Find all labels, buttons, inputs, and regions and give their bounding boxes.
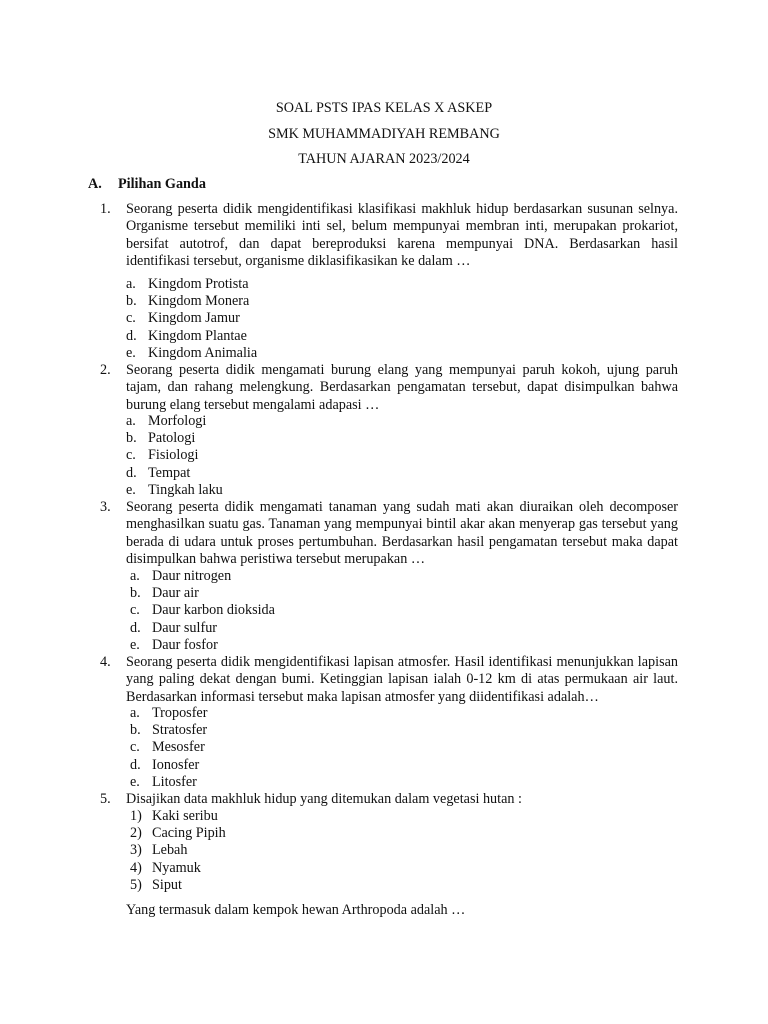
- option-letter: c.: [126, 447, 136, 464]
- option-text: Kingdom Animalia: [148, 344, 258, 361]
- item-number: 5): [130, 876, 142, 893]
- question-1: [100, 201, 678, 270]
- item-3: [130, 842, 430, 859]
- option-text: Stratosfer: [152, 722, 208, 739]
- question-4-options: [130, 705, 430, 791]
- item-2: [130, 825, 430, 842]
- question-number: 5.: [100, 791, 111, 807]
- option-b: [126, 430, 426, 447]
- option-text: Kingdom Jamur: [148, 310, 240, 327]
- section-number: A.: [88, 176, 102, 192]
- option-letter: e.: [126, 344, 136, 361]
- option-letter: e.: [130, 636, 140, 653]
- option-text: Tempat: [148, 464, 191, 481]
- option-c: [126, 447, 426, 464]
- option-letter: b.: [126, 430, 137, 447]
- option-text: Morfologi: [148, 413, 207, 429]
- option-text: Fisiologi: [148, 447, 199, 464]
- item-number: 1): [130, 808, 142, 824]
- option-letter: d.: [126, 327, 137, 344]
- option-letter: a.: [130, 568, 140, 584]
- option-d: [126, 465, 426, 482]
- question-number: 2.: [100, 362, 111, 378]
- option-c: [130, 602, 430, 619]
- question-text: Seorang peserta didik mengamati tanaman yang sudah mati akan diuraikan oleh decomposer menghasilkan suatu gas. Tanaman yang mempunyai bintil akar akan menyerap gas tersebut yang berada di udara untuk proses pertumbuhan. Berdasarkan hasil pengamatan tersebut maka dapat disimpulkan bahwa peristiwa tersebut merupakan …: [126, 499, 678, 567]
- option-c: [130, 739, 430, 756]
- option-text: Tingkah laku: [148, 481, 223, 498]
- option-letter: a.: [130, 705, 140, 721]
- header-year: TAHUN AJARAN 2023/2024: [298, 151, 470, 167]
- option-letter: b.: [130, 722, 141, 739]
- item-number: 4): [130, 859, 142, 876]
- option-text: Daur karbon dioksida: [152, 602, 275, 619]
- option-text: Kingdom Monera: [148, 293, 250, 310]
- item-1: [130, 808, 430, 825]
- option-e: [126, 345, 426, 362]
- item-5: [130, 877, 430, 894]
- question-number: 1.: [100, 201, 111, 217]
- question-2-options: [126, 413, 426, 499]
- option-letter: a.: [126, 276, 136, 292]
- item-text: Cacing Pipih: [152, 825, 226, 842]
- option-a: [130, 568, 430, 585]
- question-3-options: [130, 568, 430, 654]
- option-e: [130, 637, 430, 654]
- item-text: Siput: [152, 876, 182, 893]
- question-2: [100, 362, 678, 414]
- option-letter: d.: [130, 619, 141, 636]
- option-letter: a.: [126, 413, 136, 429]
- question-text: Seorang peserta didik mengidentifikasi lapisan atmosfer. Hasil identifikasi menunjukkan lapisan yang paling dekat dengan bumi. Ketinggian lapisan ialah 0-12 km di atas permukaan air laut. Berdasarkan informasi tersebut maka lapisan atmosfer yang diidentifikasi adalah…: [126, 654, 678, 705]
- option-letter: c.: [130, 739, 140, 756]
- option-text: Daur nitrogen: [152, 568, 232, 584]
- option-text: Kingdom Plantae: [148, 327, 247, 344]
- option-d: [130, 620, 430, 637]
- option-text: Daur air: [152, 585, 199, 602]
- header-school: SMK MUHAMMADIYAH REMBANG: [268, 125, 500, 142]
- option-b: [130, 585, 430, 602]
- question-1-options: [126, 276, 426, 362]
- question-text: Seorang peserta didik mengamati burung elang yang mempunyai paruh kokoh, ujung paruh tajam, dan rahang melengkung. Berdasarkan pengamatan tersebut, dapat disimpulkan bahwa burung elang tersebut mengalami adapasi …: [126, 362, 678, 413]
- item-text: Nyamuk: [152, 859, 201, 876]
- option-letter: b.: [130, 585, 141, 602]
- option-c: [126, 310, 426, 327]
- item-text: Kaki seribu: [152, 808, 218, 824]
- section-heading: [88, 176, 206, 193]
- option-text: Daur fosfor: [152, 636, 218, 653]
- option-d: [130, 757, 430, 774]
- header-title: SOAL PSTS IPAS KELAS X ASKEP: [275, 100, 493, 116]
- question-5: [100, 791, 678, 808]
- question-text: Seorang peserta didik mengidentifikasi klasifikasi makhluk hidup berdasarkan susunan selnya. Organisme tersebut memiliki inti sel, belum mempunyai membran inti, merupakan prokariot, bersifat autotrof, dan dapat bereproduksi karena mempunyai DNA. Berdasarkan hasil identifikasi tersebut, organisme diklasifikasikan ke dalam …: [126, 201, 678, 269]
- option-text: Ionosfer: [152, 756, 200, 773]
- option-text: Troposfer: [152, 705, 208, 721]
- option-text: Kingdom Protista: [148, 276, 249, 292]
- option-letter: d.: [126, 464, 137, 481]
- option-d: [126, 328, 426, 345]
- question-number: 3.: [100, 499, 111, 515]
- option-letter: e.: [130, 773, 140, 790]
- question-number: 4.: [100, 654, 111, 670]
- option-text: Litosfer: [152, 773, 197, 790]
- question-text: Disajikan data makhluk hidup yang ditemukan dalam vegetasi hutan :: [126, 791, 522, 807]
- item-4: [130, 860, 430, 877]
- question-4: [100, 654, 678, 706]
- item-text: Lebah: [152, 842, 188, 859]
- section-title: Pilihan Ganda: [118, 176, 206, 192]
- option-e: [126, 482, 426, 499]
- option-a: [126, 413, 426, 430]
- option-b: [126, 293, 426, 310]
- item-number: 3): [130, 842, 142, 859]
- option-text: Daur sulfur: [152, 619, 218, 636]
- document-header: [0, 96, 768, 173]
- option-letter: c.: [126, 310, 136, 327]
- option-b: [130, 722, 430, 739]
- option-letter: e.: [126, 481, 136, 498]
- question-3: [100, 499, 678, 568]
- option-letter: d.: [130, 756, 141, 773]
- question-5-items: [130, 808, 430, 894]
- option-letter: b.: [126, 293, 137, 310]
- option-a: [126, 276, 426, 293]
- option-letter: c.: [130, 602, 140, 619]
- option-text: Patologi: [148, 430, 196, 447]
- item-number: 2): [130, 825, 142, 842]
- option-text: Mesosfer: [152, 739, 205, 756]
- option-e: [130, 774, 430, 791]
- option-a: [130, 705, 430, 722]
- question-5-prompt: Yang termasuk dalam kempok hewan Arthropoda adalah …: [126, 902, 466, 918]
